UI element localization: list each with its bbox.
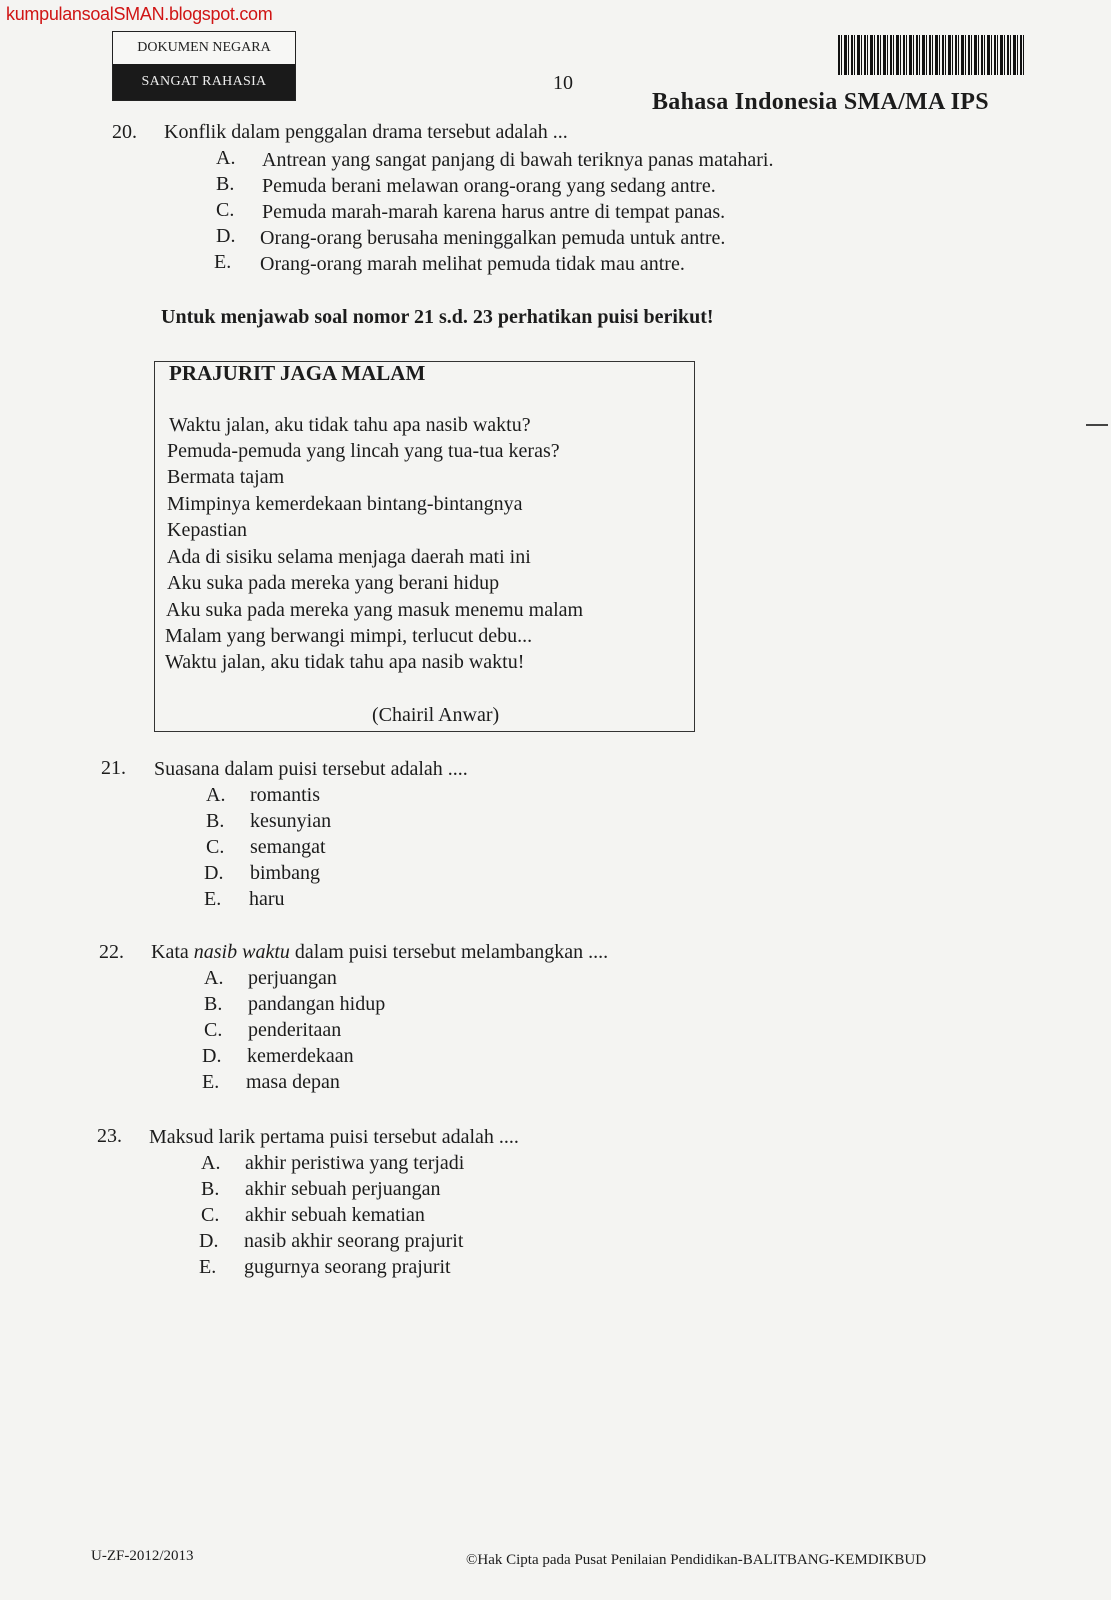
option-letter: E. bbox=[204, 888, 222, 910]
option-text: pandangan hidup bbox=[248, 993, 386, 1015]
poem-line: Aku suka pada mereka yang masuk menemu malam bbox=[166, 599, 584, 621]
option-letter: B. bbox=[206, 810, 225, 832]
copyright-text: ©Hak Cipta pada Pusat Penilaian Pendidikan-BALITBANG-KEMDIKBUD bbox=[466, 1552, 927, 1568]
poem-line: Aku suka pada mereka yang berani hidup bbox=[167, 572, 500, 594]
option-text: kemerdekaan bbox=[247, 1045, 354, 1067]
poem-title: PRAJURIT JAGA MALAM bbox=[169, 361, 426, 385]
question-number: 23. bbox=[97, 1125, 122, 1147]
option-text: gugurnya seorang prajurit bbox=[244, 1256, 451, 1278]
question-text bbox=[151, 941, 608, 964]
option-text: Pemuda marah-marah karena harus antre di tempat panas. bbox=[262, 201, 726, 223]
option-text: semangat bbox=[250, 836, 326, 858]
option-letter: D. bbox=[204, 862, 224, 884]
question-text-emphasis: nasib waktu bbox=[193, 941, 290, 963]
question-text: Maksud larik pertama puisi tersebut adalah .... bbox=[149, 1126, 519, 1148]
poem-line: Ada di sisiku selama menjaga daerah mati ini bbox=[167, 546, 531, 568]
poem-line: Bermata tajam bbox=[167, 466, 285, 488]
option-text: kesunyian bbox=[250, 810, 332, 832]
option-letter: A. bbox=[216, 147, 236, 169]
option-letter: B. bbox=[216, 173, 235, 195]
margin-mark bbox=[1086, 424, 1108, 426]
option-text: penderitaan bbox=[248, 1019, 342, 1041]
option-letter: E. bbox=[199, 1256, 217, 1278]
option-text: nasib akhir seorang prajurit bbox=[244, 1230, 464, 1252]
option-letter: A. bbox=[204, 967, 224, 989]
option-letter: C. bbox=[206, 836, 225, 858]
option-text: perjuangan bbox=[248, 967, 337, 989]
option-text: akhir peristiwa yang terjadi bbox=[245, 1152, 465, 1174]
poem-line: Waktu jalan, aku tidak tahu apa nasib waktu? bbox=[169, 414, 531, 436]
option-text: bimbang bbox=[250, 862, 320, 884]
doc-label-top: DOKUMEN NEGARA bbox=[113, 32, 295, 64]
poem-line: Waktu jalan, aku tidak tahu apa nasib waktu! bbox=[165, 651, 525, 673]
document-classification-box bbox=[112, 31, 296, 101]
option-letter: C. bbox=[216, 199, 235, 221]
option-letter: E. bbox=[214, 251, 232, 273]
option-text: akhir sebuah perjuangan bbox=[245, 1178, 441, 1200]
option-text: akhir sebuah kematian bbox=[245, 1204, 425, 1226]
question-text-part: Kata bbox=[151, 941, 189, 963]
option-text: Orang-orang berusaha meninggalkan pemuda untuk antre. bbox=[260, 227, 726, 249]
option-letter: D. bbox=[202, 1045, 222, 1067]
question-number: 21. bbox=[101, 757, 126, 779]
option-text: Antrean yang sangat panjang di bawah teriknya panas matahari. bbox=[262, 149, 774, 171]
option-letter: B. bbox=[204, 993, 223, 1015]
question-text: Suasana dalam puisi tersebut adalah .... bbox=[154, 758, 468, 780]
option-text: masa depan bbox=[246, 1071, 340, 1093]
instruction-text: Untuk menjawab soal nomor 21 s.d. 23 perhatikan puisi berikut! bbox=[161, 306, 714, 328]
option-letter: D. bbox=[199, 1230, 219, 1252]
question-text: Konflik dalam penggalan drama tersebut adalah ... bbox=[164, 121, 568, 143]
option-letter: B. bbox=[201, 1178, 220, 1200]
poem-box bbox=[154, 361, 695, 732]
option-letter: D. bbox=[216, 225, 236, 247]
doc-label-bottom: SANGAT RAHASIA bbox=[113, 64, 295, 100]
poem-author: (Chairil Anwar) bbox=[372, 704, 500, 726]
option-letter: A. bbox=[201, 1152, 221, 1174]
option-text: Orang-orang marah melihat pemuda tidak mau antre. bbox=[260, 253, 685, 275]
option-text: haru bbox=[249, 888, 285, 910]
option-letter: A. bbox=[206, 784, 226, 806]
exam-code: U-ZF-2012/2013 bbox=[91, 1548, 194, 1564]
option-text: Pemuda berani melawan orang-orang yang sedang antre. bbox=[262, 175, 716, 197]
watermark-text: kumpulansoalSMAN.blogspot.com bbox=[6, 4, 273, 24]
poem-line: Mimpinya kemerdekaan bintang-bintangnya bbox=[167, 493, 523, 515]
question-number: 20. bbox=[112, 121, 137, 143]
option-letter: C. bbox=[204, 1019, 223, 1041]
poem-line: Malam yang berwangi mimpi, terlucut debu... bbox=[165, 625, 533, 647]
poem-line: Kepastian bbox=[167, 519, 247, 541]
subject-title: Bahasa Indonesia SMA/MA IPS bbox=[652, 89, 989, 115]
poem-line: Pemuda-pemuda yang lincah yang tua-tua keras? bbox=[167, 440, 560, 462]
barcode-icon bbox=[838, 35, 1024, 75]
option-letter: C. bbox=[201, 1204, 220, 1226]
question-text-part: dalam puisi tersebut melambangkan .... bbox=[294, 941, 609, 963]
page-number: 10 bbox=[553, 72, 573, 94]
question-number: 22. bbox=[99, 941, 124, 963]
option-letter: E. bbox=[202, 1071, 220, 1093]
option-text: romantis bbox=[250, 784, 320, 806]
